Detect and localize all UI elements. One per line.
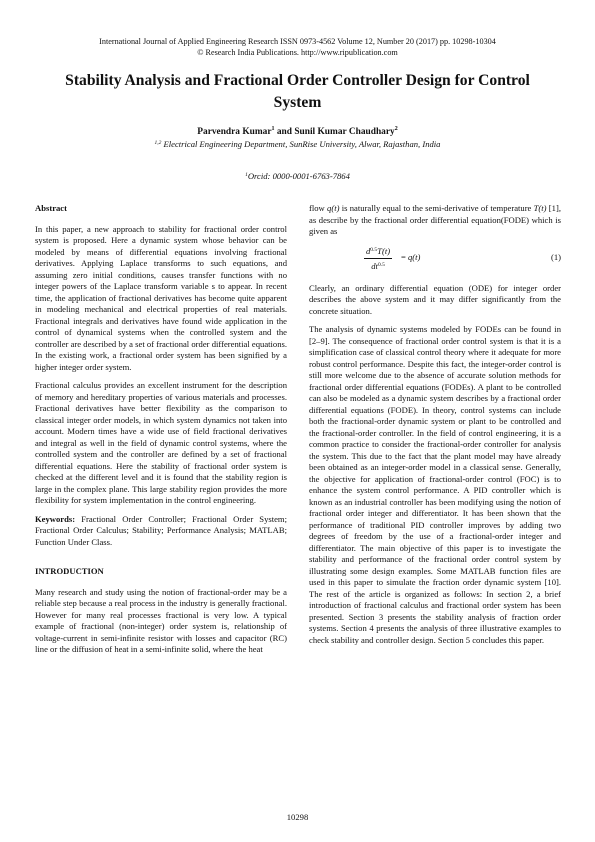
eq-dt: dt (371, 261, 378, 271)
author-sup: 1 (271, 126, 275, 132)
orcid-sup: 1 (245, 172, 248, 178)
keywords (35, 514, 287, 549)
equation-denominator (364, 259, 392, 273)
paper-title: Stability Analysis and Fractional Order Controller Design for Control System (65, 72, 530, 111)
eq-order: 0.5 (370, 246, 378, 253)
page-number: 10298 (286, 812, 309, 822)
publisher-line: © Research India Publications. http://www.ripublication.com (197, 48, 398, 57)
body-paragraph (309, 203, 561, 238)
equation-fraction (364, 245, 392, 273)
math-T: T(t) (533, 203, 547, 213)
affiliation-sup: 1,2 (154, 140, 162, 146)
eq-equals: = (401, 251, 408, 262)
eq-T: T(t) (377, 245, 391, 256)
text-run: flow (309, 203, 328, 213)
affiliation-text: Electrical Engineering Department, SunRise University, Alwar, Rajasthan, India (161, 139, 441, 149)
author-name: Parvendra Kumar (197, 127, 272, 137)
eq-order: 0.5 (377, 262, 385, 268)
math-q: q(t) (327, 203, 340, 213)
abstract-paragraph: In this paper, a new approach to stability for fractional order control system is proposed. Here a dynamic system whose behavior can be modeled by means of differential equations involving fractional derivatives. Applying Laplace transforms to such equations, and assuming zero initial conditions, causes transfer functions with no integer powers of the Laplace transform variable s to appear. In recent time, the application of fractional derivatives has become quite apparent in modeling mechanical and electrical properties of real materials. Fractional integrals and derivatives have found wide application in the control of dynamical systems when the controlled system and the controller are described by a set of fractional order differential equations. In the existing work, a fractional order system has been signified by a higher integer order system. (35, 223, 287, 372)
author-connector: and (274, 127, 295, 137)
orcid (0, 170, 595, 182)
author-list (0, 123, 595, 138)
right-column (309, 203, 561, 653)
text-run: [1], as describe by the fractional order differential equation(FODE) which is given as (309, 203, 561, 236)
eq-q: q(t) (408, 251, 421, 262)
keywords-text: Fractional Order Controller; Fractional Order System; Fractional Order Calculus; Stability; Performance Analysis; MATLAB; Function Under Class. (35, 513, 287, 547)
equation-rhs (401, 252, 420, 264)
keywords-label: Keywords: (35, 513, 76, 524)
left-column (35, 203, 287, 663)
abstract-heading: Abstract (35, 203, 67, 213)
body-paragraph: Clearly, an ordinary differential equation (ODE) for integer order describes the above system and it may differ significantly from the concrete situation. (309, 282, 561, 316)
abstract-paragraph: Fractional calculus provides an excellent instrument for the description of memory and hereditary properties of various materials and processes. Fractional derivatives have better flexibility as the comparison to classical integer order models, in which system dynamics not taken into account. Modern times have a wide use of field fractional derivatives and integral as well in the field of dynamic control systems, where the controlled system and the controller are defined by a set of fractional differential equations. Here the stability of fractional order system is checked at the different level and it is found that the stability region is large in the complex plane. This large stability region provides the more flexibility for system implementation in the control engineering. (35, 380, 287, 505)
author-sup: 2 (394, 126, 398, 132)
orcid-text: Orcid: 0000-0001-6763-7864 (247, 171, 350, 181)
equation-number: (1) (550, 251, 561, 262)
journal-header-line: International Journal of Applied Engineering Research ISSN 0973-4562 Volume 12, Number 20 (2017) pp. 10298-10304 (99, 37, 496, 46)
introduction-paragraph: Many research and study using the notion of fractional-order may be a reliable step because a real process in the industry is generally fractional. However for many real processes fractional is very low. A typical example of fractional (non-integer) order system is, relationship of voltage-current in semi-infinite resistor with losses and capacitor (RC) line or the diffusion of heat in a semi-infinite solid, where the heat (35, 586, 287, 654)
body-paragraph: The analysis of dynamic systems modeled by FODEs can be found in [2–9]. The consequence of fractional order control system is that it is a simplification case of classical control theory where it adequate for more robust control performance. Despite this fact, the integer-order control is still more welcome due to the absence of accurate solution methods for fractional order differential equations (FODEs). A plant to be controlled can also be modeled as a dynamic system describes by a fractional order differential equations (FODE). In theory, control systems can include both the fractional-order dynamic system or plant to be controlled and the fractional-order controller. In the field of control engineering, it is a common practice to consider the fractional-order controller for analysis the system. This due to the fact that the plant model may have already been obtained as an integer-order model in a classical sense. Generally, the objective for application of fractional-order control (FOC) is to enhance the system control performance. A PID controller which is known as an industrial controller has been modifying using the notion of fractional order integer and differentiator. It has been shown that the performance of traditional PID controller improves by adding two degrees of freedom by the use of a fractional-order integer and differentiator. The main objective of this paper is to investigate the stability and performance of the fractional order control system by illustrating some design examples. Some MATLAB function files are used in this paper to simulate the fraction order dynamic system [10]. The rest of the article is organized as follows: In section 2, a brief introduction of fractional calculus and fractional order system has been presented. Section 3 presents the stability analysis of fraction order systems. Section 4 presents the analysis of three illustrative examples to check stability and controller design. Section 5 concludes this paper. (309, 324, 561, 645)
eq-d: d (366, 245, 371, 256)
equation-1 (309, 245, 561, 273)
text-run: is naturally equal to the semi-derivative of temperature (339, 203, 534, 213)
introduction-heading: INTRODUCTION (35, 566, 104, 576)
author-name: Sunil Kumar Chaudhary (294, 127, 395, 137)
affiliation (0, 138, 595, 150)
equation-numerator (364, 245, 392, 260)
